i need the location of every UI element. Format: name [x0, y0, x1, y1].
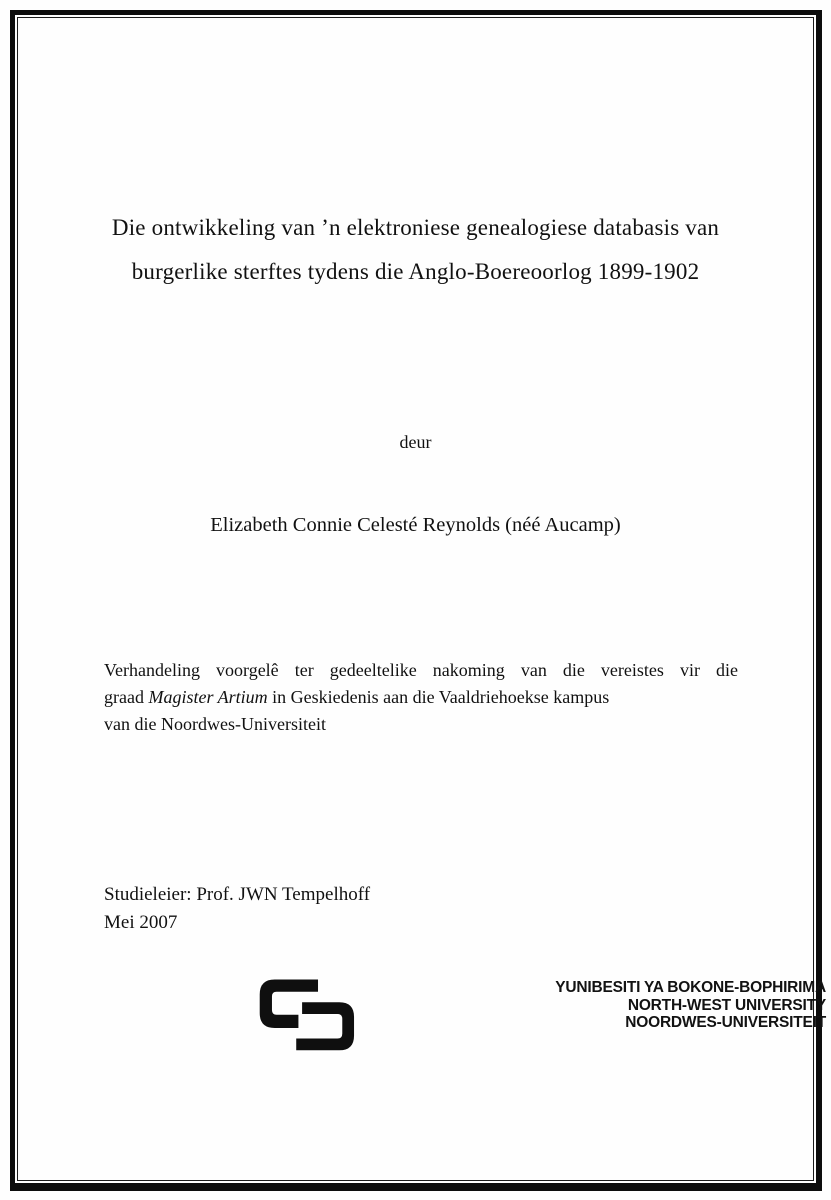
- thesis-title-line-2: burgerlike sterftes tydens die Anglo-Boereoorlog 1899-1902: [131, 259, 700, 284]
- author-name: Elizabeth Connie Celesté Reynolds (néé Aucamp): [210, 514, 621, 536]
- logo-text-afrikaans: NOORDWES-UNIVERSITEIT: [625, 1014, 826, 1031]
- thesis-title: [60, 206, 771, 294]
- thesis-title-line-1: Die ontwikkeling van ’n elektroniese genealogiese databasis van: [111, 215, 720, 240]
- supervisor-block: [104, 881, 370, 937]
- logo-text-english: NORTH-WEST UNIVERSITY: [627, 996, 826, 1014]
- byline-label: deur: [399, 432, 432, 452]
- degree-statement-line-2: graad Magister Artium in Geskiedenis aan die Vaaldriehoekse kampus: [104, 687, 610, 707]
- university-logo-text: [298, 979, 826, 1032]
- university-logo: [258, 977, 826, 1057]
- logo-text-setswana: YUNIBESITI YA BOKONE-BOPHIRIMA: [555, 979, 826, 996]
- degree-statement: [104, 657, 738, 738]
- degree-statement-line-3: van die Noordwes-Universiteit: [104, 714, 326, 734]
- degree-name-italic: Magister Artium: [148, 687, 268, 707]
- supervisor-line: Studieleier: Prof. JWN Tempelhoff: [104, 884, 371, 905]
- degree-statement-line-1: Verhandeling voorgelê ter gedeeltelike nakoming van die vereistes vir die: [104, 660, 738, 680]
- date-line: Mei 2007: [104, 912, 178, 933]
